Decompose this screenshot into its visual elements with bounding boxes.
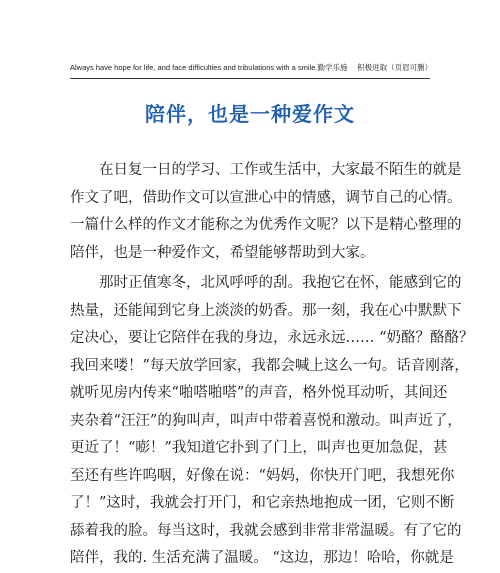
paragraph-story [70,270,474,573]
paragraph-intro [70,157,462,267]
text-line: 在日复一日的学习、工作或生活中，大家最不陌生的就是 [99,162,462,178]
text-line: 了！”这时，我就会打开门，和它亲热地抱成一团，它则不断 [70,495,455,511]
text-line: 我回来喽！”每天放学回家，我都会喊上这么一句。话音刚落， [70,357,469,374]
text-line: 夹杂着“汪汪”的狗叫声，叫声中带着喜悦和激动。叫声近了， [70,412,462,429]
text-line: 热量，还能闻到它身上淡淡的奶香。那一刻，我在心中默默下 [70,302,462,319]
document-title: 陪伴，也是一种爱作文 [145,102,355,126]
text-line: 陪伴，我的. 生活充满了温暖。 “这边，那边！哈哈，你就是 [70,550,454,566]
text-line: 舔着我的脸。每当这时，我就会感到非常非常温暖。有了它的 [70,522,462,539]
text-line: 一篇什么样的作文才能称之为优秀作文呢？以下是精心整理的 [70,217,462,233]
text-line: 更近了！“嘭！”我知道它扑到了门上，叫声也更加急促，甚 [70,440,448,456]
text-line: 陪伴，也是一种爱作文，希望能够帮助到大家。 [70,244,375,261]
page-header: Always have hope for life, and face difficulties and tribulations with a smile.勤学乐施 积极进取（页眉可删） [70,63,433,72]
text-line: 至还有些许呜咽，好像在说：“妈妈，你快开门吧，我想死你 [70,467,455,484]
header-divider [70,78,430,79]
text-line: 作文了吧，借助作文可以宣泄心中的情感，调节自己的心情。 [70,189,462,206]
text-line: 那时正值寒冬，北风呼呼的刮。我抱它在怀，能感到它的 [99,275,462,291]
text-line: 就听见房内传来“啪嗒啪嗒”的声音，格外悦耳动听，其间还 [70,385,448,401]
text-line: 定决心，要让它陪伴在我的身边，永远永远…… “奶酪？酪酪？ [70,330,474,346]
